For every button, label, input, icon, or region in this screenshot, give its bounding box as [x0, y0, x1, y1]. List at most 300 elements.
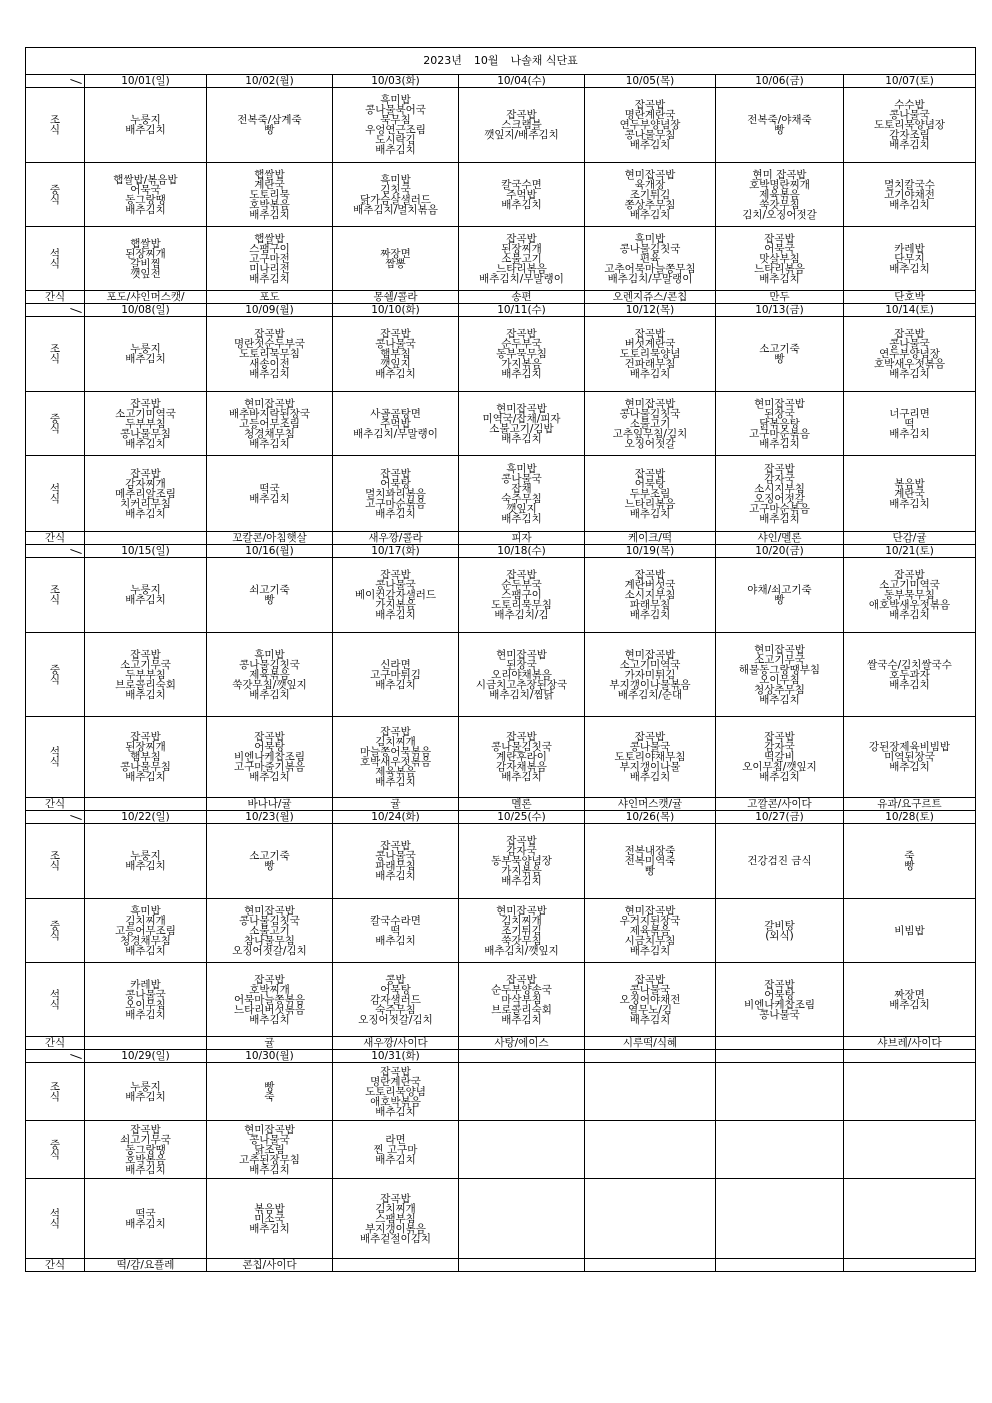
menu-item: 누룽지 — [130, 584, 161, 596]
menu-item: 가지볶음 — [375, 599, 416, 611]
dinner-cell — [585, 717, 716, 798]
menu-item: 배추김치 — [125, 353, 166, 365]
date-cell: 10/14(토) — [844, 304, 976, 317]
menu-item: 어묵탕 — [254, 741, 285, 753]
menu-item: 잡곡밥 — [764, 232, 795, 245]
menu-item: 신라면 — [380, 658, 411, 671]
menu-item: 건강검진 금식 — [747, 855, 812, 867]
menu-item: 잡곡밥 — [634, 731, 666, 743]
menu-item: 고구마줄기볶음 — [233, 761, 305, 773]
menu-item: 전복죽/삼계죽 — [237, 114, 302, 126]
menu-item: 묵무침 — [380, 114, 411, 126]
dinner-cell — [333, 1179, 459, 1259]
menu-item: 배추김치 — [249, 492, 290, 505]
menu-item: 콩나물국 — [501, 472, 542, 485]
date-cell: 10/20(금) — [716, 545, 844, 558]
menu-item: 호박새우젓볶음 — [874, 358, 946, 370]
menu-item: 잡곡밥 — [130, 1123, 161, 1136]
menu-item: 잡곡밥 — [764, 731, 795, 743]
menu-item: 빵 — [774, 594, 785, 606]
menu-item: 배추김치 — [125, 203, 166, 216]
menu-item: 배추김치 — [375, 144, 416, 156]
menu-item: 잡곡밥 — [380, 467, 411, 480]
menu-item: 너구리면 — [889, 407, 930, 420]
menu-item: 콩나물국 — [375, 850, 416, 862]
menu-item: 어묵마늘쫑볶음 — [233, 993, 305, 1006]
snack-cell: 피자 — [459, 532, 585, 545]
date-cell: 10/30(월) — [207, 1050, 333, 1063]
menu-item: 동그랑땡 — [125, 193, 166, 206]
dinner-row — [26, 456, 976, 532]
breakfast-label-char: 식 — [49, 860, 61, 872]
menu-item: 마늘쫑어묵볶음 — [359, 746, 431, 758]
menu-item: 콩나물국 — [629, 741, 671, 753]
menu-item: 순두부국 — [501, 338, 542, 350]
menu-item: 소고기무국 — [754, 653, 805, 666]
menu-item: 된장국 — [506, 658, 537, 671]
dinner-cell — [207, 717, 333, 798]
menu-item: 현미잡곡밥 — [754, 397, 805, 410]
menu-item: 잡곡밥 — [380, 328, 411, 340]
menu-item: 배추김치 — [759, 437, 800, 450]
menu-item: 순두부양송국 — [491, 983, 552, 996]
snack-cell: 몽쉘/콜라 — [333, 291, 459, 304]
menu-item: 빵 — [774, 353, 785, 365]
lunch-label-char: 식 — [49, 673, 61, 686]
dinner-label — [26, 227, 85, 291]
menu-item: 수수밥 — [894, 99, 925, 111]
lunch-label-char: 식 — [49, 1148, 61, 1161]
snack-row — [26, 291, 976, 304]
menu-item: 잡곡밥 — [506, 232, 537, 245]
breakfast-cell — [85, 317, 207, 392]
menu-item: 오리야채볶음 — [491, 668, 552, 681]
menu-item: 배추김치 — [249, 1163, 290, 1176]
date-cell: 10/26(목) — [585, 811, 716, 824]
date-row — [26, 1050, 976, 1063]
date-cell: 10/24(화) — [333, 811, 459, 824]
menu-item: 배추김치 — [249, 208, 290, 221]
menu-item: 배추겉절이김치 — [359, 1232, 431, 1245]
menu-item: 두부부침 — [125, 417, 166, 430]
menu-item: 버섯계란국 — [624, 338, 676, 350]
menu-item: 호박명란찌개 — [749, 178, 810, 191]
menu-item: 빵 — [264, 124, 275, 136]
menu-item: 잡곡밥 — [506, 973, 537, 986]
dinner-label — [26, 717, 85, 798]
snack-cell: 꼬칼콘/아침햇살 — [207, 532, 333, 545]
menu-item: 소시지부침 — [624, 589, 676, 601]
menu-item: 감자찌개 — [125, 477, 166, 490]
dinner-cell — [333, 456, 459, 532]
menu-item: 우거지된장국 — [619, 914, 681, 927]
breakfast-label-char: 식 — [49, 353, 61, 365]
menu-item: 갈비찜 — [130, 257, 161, 270]
menu-item: 현미잡곡밥 — [624, 904, 676, 917]
date-row-label — [26, 304, 85, 317]
lunch-cell — [844, 899, 976, 963]
menu-item: 제육볶음 — [375, 766, 416, 778]
breakfast-label — [26, 88, 85, 163]
menu-item: 햅쌀밥 — [254, 232, 285, 245]
menu-item: 열무노/김 — [627, 1003, 673, 1016]
menu-item: 가자미튀김 — [624, 668, 676, 681]
date-cell — [844, 1050, 976, 1063]
menu-item: 배추김치 — [629, 507, 671, 520]
menu-item: 배추김치 — [889, 761, 930, 773]
menu-item: 배추김치 — [249, 771, 290, 783]
menu-item: 콩나물무침 — [624, 129, 676, 141]
snack-cell: 새우깡/사이다 — [333, 1037, 459, 1050]
menu-item: 배추김치/무말랭이 — [353, 427, 438, 440]
menu-item: 잡곡밥 — [894, 328, 925, 340]
dinner-cell — [85, 456, 207, 532]
menu-item: 누룽지 — [130, 1080, 161, 1093]
lunch-label-char: 중 — [49, 412, 61, 425]
menu-item: 명란젓순두부국 — [233, 338, 305, 350]
menu-item: 콩나물무침 — [120, 427, 171, 440]
menu-item: 두부조림 — [629, 487, 671, 500]
menu-item: 오이무침/깻잎지 — [742, 761, 817, 773]
snack-cell: 콘칩/사이다 — [207, 1259, 333, 1272]
menu-item: 닭볶음탕 — [759, 417, 800, 430]
menu-item: 떡국 — [259, 482, 280, 495]
menu-item: 배추김치 — [501, 512, 542, 525]
menu-item: 제육볶음 — [629, 924, 671, 937]
breakfast-cell — [207, 317, 333, 392]
snack-cell — [459, 1259, 585, 1272]
breakfast-cell — [85, 1063, 207, 1121]
dinner-cell — [333, 717, 459, 798]
dinner-cell — [585, 1179, 716, 1259]
menu-item: 배추김치 — [125, 1217, 166, 1230]
breakfast-label-char: 조 — [49, 343, 61, 355]
snack-cell: 고깔콘/사이다 — [716, 798, 844, 811]
menu-item: 배추김치 — [629, 208, 671, 221]
menu-item: 청상추무침 — [754, 683, 805, 696]
menu-item: 도토리묵양념장 — [874, 119, 946, 131]
menu-item: 부지갱이볶음 — [365, 1222, 426, 1235]
menu-item: 흑미밥 — [254, 648, 285, 661]
menu-item: 계란후라이 — [496, 751, 547, 763]
dinner-label-char: 식 — [49, 492, 61, 505]
breakfast-row — [26, 558, 976, 633]
lunch-cell — [844, 633, 976, 717]
snack-cell — [844, 1259, 976, 1272]
lunch-label — [26, 392, 85, 456]
menu-item: 감자조림 — [889, 129, 930, 141]
menu-item: 잡곡밥 — [764, 978, 795, 991]
menu-item: 배추김치 — [629, 771, 671, 783]
menu-item: 브로콜리숙회 — [491, 1003, 552, 1016]
date-cell: 10/22(일) — [85, 811, 207, 824]
breakfast-label — [26, 317, 85, 392]
menu-item: 동부묵무침 — [496, 348, 547, 360]
lunch-cell — [333, 1121, 459, 1179]
snack-row — [26, 1259, 976, 1272]
dinner-label-char: 식 — [49, 998, 61, 1011]
dinner-label-char: 석 — [49, 247, 61, 260]
menu-item: 명란계란국 — [624, 109, 676, 121]
menu-item: 잡곡밥 — [634, 328, 666, 340]
dinner-label-char: 석 — [49, 988, 61, 1001]
dinner-cell — [716, 456, 844, 532]
breakfast-label — [26, 1063, 85, 1121]
breakfast-cell — [85, 558, 207, 633]
menu-item: 배추김치 — [629, 1013, 671, 1026]
menu-item: 배추김치 — [375, 934, 416, 947]
date-cell: 10/29(일) — [85, 1050, 207, 1063]
menu-item: 깻잎전 — [130, 267, 161, 280]
snack-row — [26, 532, 976, 545]
menu-item: 흑미밥 — [634, 232, 666, 245]
menu-item: 호박찌개 — [249, 983, 290, 996]
date-cell: 10/31(화) — [333, 1050, 459, 1063]
menu-item: 김치찌개 — [375, 1202, 416, 1215]
lunch-cell — [207, 1121, 333, 1179]
menu-item: 파래무침 — [629, 599, 671, 611]
menu-item: 배추김치 — [501, 432, 542, 445]
menu-item: 야채/쇠고기죽 — [747, 584, 812, 596]
menu-item: 잡곡밥 — [130, 397, 161, 410]
menu-item: 소고기죽 — [759, 343, 800, 355]
menu-item: 오징어야채전 — [619, 993, 681, 1006]
menu-item: 청경채무침 — [120, 934, 171, 947]
snack-label: 간식 — [26, 798, 85, 811]
menu-item: 단무지 — [894, 252, 925, 265]
breakfast-cell — [333, 824, 459, 899]
snack-cell: 만두 — [716, 291, 844, 304]
snack-cell — [585, 1259, 716, 1272]
menu-item: 동부묵무침 — [884, 589, 935, 601]
menu-item: 호박새우젓볶음 — [359, 756, 431, 768]
menu-item: 짬뽕 — [385, 257, 406, 270]
menu-item: 조기튀김 — [629, 188, 671, 201]
menu-item: 배추김치 — [629, 139, 671, 151]
menu-item: 쫑상추무침 — [624, 198, 676, 211]
menu-item: 가지볶음 — [501, 358, 542, 370]
menu-item: 닭가슴살샐러드 — [359, 193, 431, 206]
menu-item: 스팸구이 — [249, 242, 290, 255]
menu-item: 잡곡밥 — [506, 835, 537, 847]
menu-item: 현미잡곡밥 — [624, 397, 676, 410]
breakfast-cell — [459, 317, 585, 392]
date-cell: 10/18(수) — [459, 545, 585, 558]
snack-label: 간식 — [26, 1037, 85, 1050]
menu-item: 고구마순볶음 — [365, 497, 426, 510]
menu-item: 된장찌개 — [125, 741, 166, 753]
menu-item: 잡곡밥 — [254, 973, 285, 986]
menu-item: 오이무침 — [125, 998, 166, 1011]
menu-item: 느타리볶음 — [754, 262, 805, 275]
menu-item: 칼국수면 — [501, 178, 542, 191]
breakfast-cell — [716, 88, 844, 163]
date-cell: 10/15(일) — [85, 545, 207, 558]
menu-item: 배추김치 — [125, 860, 166, 872]
menu-item: 건파래무침 — [624, 358, 676, 370]
dinner-row — [26, 227, 976, 291]
menu-item: 제육볶음 — [249, 668, 290, 681]
dinner-label-char: 식 — [49, 257, 61, 270]
dinner-row — [26, 1179, 976, 1259]
lunch-cell — [333, 899, 459, 963]
snack-label: 간식 — [26, 291, 85, 304]
menu-item: 콩나물국 — [375, 338, 416, 350]
menu-item: 어묵국 — [130, 183, 161, 196]
snack-cell: 바나나/귤 — [207, 798, 333, 811]
menu-item: 죽 — [264, 1090, 275, 1103]
date-cell — [459, 1050, 585, 1063]
menu-item: 현미잡곡밥 — [496, 904, 547, 917]
dinner-row — [26, 963, 976, 1037]
snack-cell: 사탕/에이스 — [459, 1037, 585, 1050]
menu-item: 배추김치 — [889, 678, 930, 691]
menu-item: 현미잡곡밥 — [244, 1123, 295, 1136]
dinner-label-char: 석 — [49, 482, 61, 495]
menu-item: 배추김치 — [125, 507, 166, 520]
menu-item: 애호박새우젓볶음 — [868, 599, 951, 611]
lunch-label-char: 식 — [49, 422, 61, 435]
menu-item: 멸치꽈리볶음 — [365, 487, 426, 500]
dinner-cell — [585, 227, 716, 291]
menu-item: 배추김치 — [125, 944, 166, 957]
menu-item: 콩나물북어국 — [365, 104, 426, 116]
menu-item: 소불고기/김밥 — [489, 422, 554, 435]
menu-item: 배추김치 — [125, 594, 166, 606]
date-row-label — [26, 75, 85, 88]
lunch-cell — [585, 392, 716, 456]
menu-item: 호두과자 — [889, 668, 930, 681]
breakfast-cell — [716, 558, 844, 633]
menu-item: 오징어젓갈 — [624, 437, 676, 450]
menu-item: 도토리야채무침 — [614, 751, 686, 763]
menu-item: 고구마순볶음 — [749, 427, 810, 440]
breakfast-cell — [585, 824, 716, 899]
date-cell: 10/19(목) — [585, 545, 716, 558]
menu-item: 배추김치 — [249, 1013, 290, 1026]
menu-item: 배추김치 — [249, 1222, 290, 1235]
dinner-row — [26, 717, 976, 798]
breakfast-cell — [585, 558, 716, 633]
menu-item: 칼국수라면 — [370, 914, 421, 927]
lunch-cell — [207, 633, 333, 717]
dinner-cell — [844, 227, 976, 291]
date-cell: 10/07(토) — [844, 75, 976, 88]
menu-item: 누룽지 — [130, 850, 161, 862]
menu-item: 잡곡밥 — [130, 731, 161, 743]
menu-item: 소고기미역국 — [879, 579, 940, 591]
lunch-cell — [585, 1121, 716, 1179]
menu-item: 배추김치 — [375, 1153, 416, 1166]
dinner-cell — [585, 456, 716, 532]
menu-item: 감자국 — [506, 845, 537, 857]
lunch-cell — [459, 163, 585, 227]
menu-item: 쑥갓무침 — [501, 934, 542, 947]
breakfast-cell — [716, 317, 844, 392]
menu-item: 배추김치 — [125, 437, 166, 450]
menu-item: 빵 — [264, 594, 275, 606]
menu-item: 감자국 — [764, 472, 795, 485]
menu-item: 어묵탕 — [380, 477, 411, 490]
date-cell: 10/27(금) — [716, 811, 844, 824]
menu-item: 배추김치/무말랭이 — [479, 272, 564, 285]
menu-item: 잡곡밥 — [506, 731, 537, 743]
menu-item: 제육볶음 — [759, 188, 800, 201]
menu-item: 명란계란국 — [370, 1075, 421, 1088]
menu-item: 가지볶음 — [501, 865, 542, 877]
menu-item: 떡갈비 — [764, 751, 795, 763]
menu-item: 카레밥 — [894, 242, 925, 255]
dinner-cell — [333, 963, 459, 1037]
date-cell: 10/09(월) — [207, 304, 333, 317]
breakfast-label-char: 조 — [49, 114, 61, 126]
menu-item: 잡곡밥 — [130, 648, 161, 661]
snack-cell: 단감/귤 — [844, 532, 976, 545]
snack-row — [26, 1037, 976, 1050]
dinner-cell — [716, 1179, 844, 1259]
snack-cell — [85, 798, 207, 811]
menu-item: 소불고기 — [501, 252, 542, 265]
breakfast-cell — [207, 1063, 333, 1121]
snack-cell: 포도 — [207, 291, 333, 304]
menu-item: 새송이전 — [249, 358, 290, 370]
menu-item: 배추김치 — [501, 771, 542, 783]
menu-item: 소시지부침 — [754, 482, 805, 495]
menu-item: 현미잡곡밥 — [496, 402, 547, 415]
menu-item: 잡곡밥 — [634, 973, 666, 986]
dinner-label — [26, 1179, 85, 1259]
title-name: 나솔채 식단표 — [510, 54, 578, 67]
menu-item: 감자샐러드 — [370, 993, 421, 1006]
snack-cell: 샤인머스캣/귤 — [585, 798, 716, 811]
menu-item: 도토리묵 — [249, 188, 290, 201]
menu-item: 사골곰탕면 — [370, 407, 421, 420]
menu-item: 짜장면 — [380, 247, 411, 260]
snack-cell: 오렌지쥬스/콘칩 — [585, 291, 716, 304]
menu-item: 닭조림 — [254, 1143, 285, 1156]
breakfast-cell — [459, 824, 585, 899]
menu-item: 치커리무침 — [120, 497, 171, 510]
snack-cell: 귤 — [333, 798, 459, 811]
menu-item: 현미잡곡밥 — [624, 168, 676, 181]
menu-item: 배추김치 — [759, 512, 800, 525]
dinner-cell — [207, 963, 333, 1037]
menu-item: 콩나물국 — [759, 1008, 800, 1021]
lunch-cell — [85, 1121, 207, 1179]
snack-cell — [716, 1037, 844, 1050]
menu-item: 볶음밥 — [254, 1202, 285, 1215]
menu-item: 잡곡밥 — [130, 467, 161, 480]
menu-item: 어묵국 — [764, 242, 795, 255]
date-cell — [716, 1050, 844, 1063]
menu-item: 콩나물국 — [125, 988, 166, 1001]
menu-item: 콩밥 — [385, 973, 406, 986]
menu-item: 어묵탕 — [764, 988, 795, 1001]
menu-item: 배추김치 — [375, 870, 416, 882]
menu-item: 소불고기 — [249, 924, 290, 937]
breakfast-row — [26, 824, 976, 899]
menu-item: 햅쌀밥 — [254, 168, 285, 181]
menu-item: 베이컨감자샐러드 — [354, 589, 437, 601]
snack-cell: 케이크/떡 — [585, 532, 716, 545]
snack-cell — [333, 1259, 459, 1272]
lunch-row — [26, 392, 976, 456]
breakfast-cell — [85, 824, 207, 899]
menu-item: 햄부침 — [380, 348, 411, 360]
menu-item: 콩나물국 — [249, 1133, 290, 1146]
menu-item: 스팸구이 — [501, 589, 542, 601]
menu-item: 배추김치 — [249, 437, 290, 450]
